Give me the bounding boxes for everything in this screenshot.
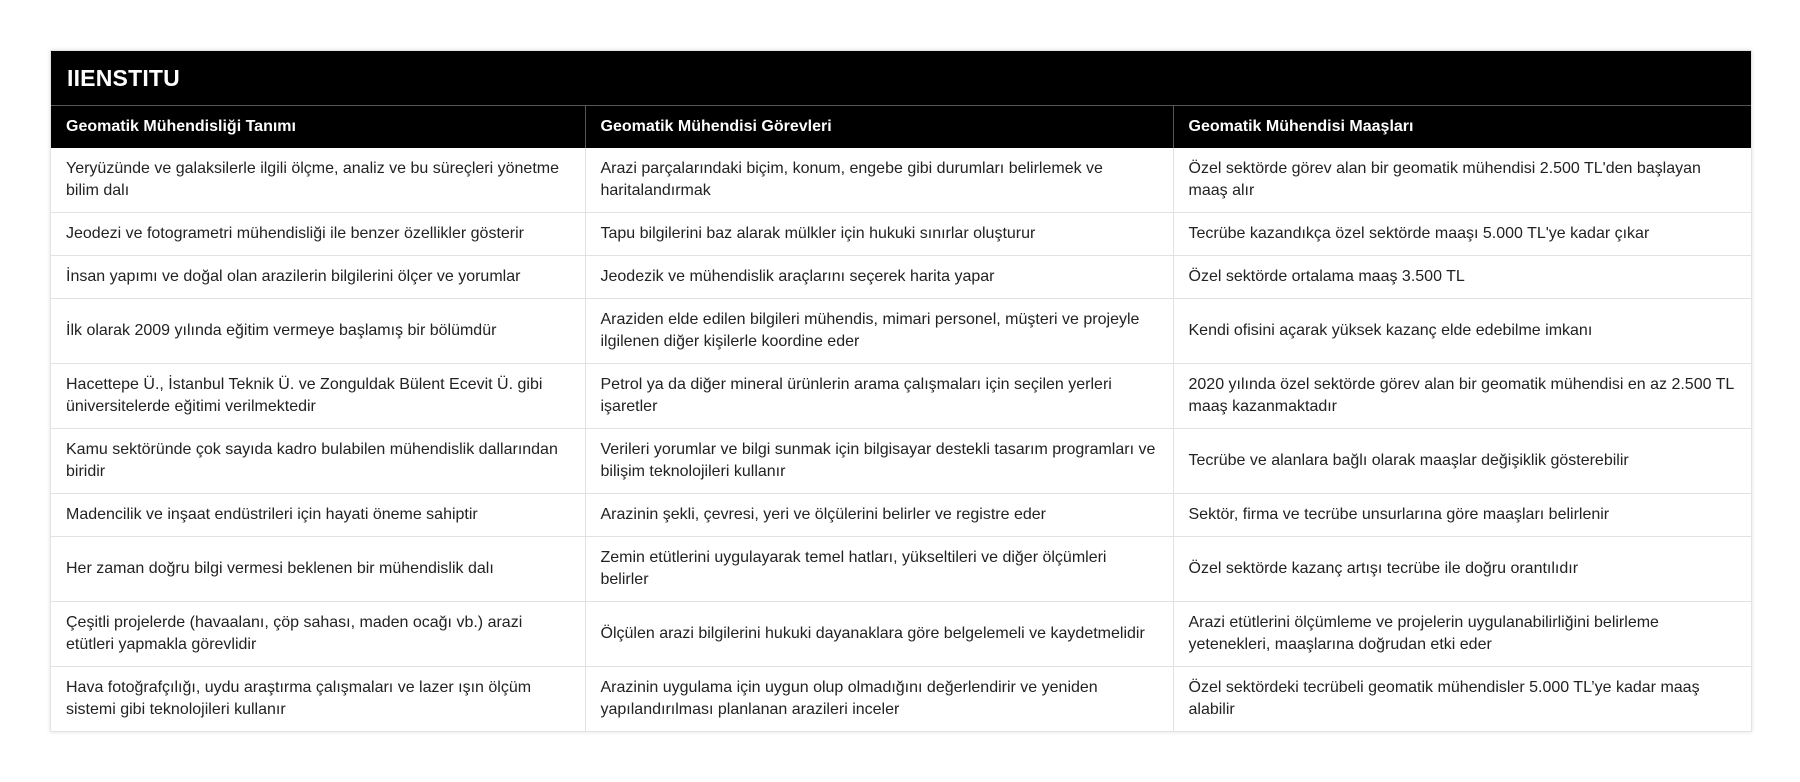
- table-row: [51, 364, 1751, 429]
- table-cell: Özel sektördeki tecrübeli geomatik mühendisler 5.000 TL’ye kadar maaş alabilir: [1188, 679, 1700, 718]
- info-table: [51, 106, 1751, 731]
- column-header-definition: Geomatik Mühendisliği Tanımı: [51, 106, 585, 148]
- table-row: [51, 537, 1751, 602]
- info-table-container: [50, 50, 1752, 732]
- table-cell: Petrol ya da diğer mineral ürünlerin arama çalışmaları için seçilen yerleri işaretler: [585, 364, 1173, 429]
- table-cell: Arazinin uygulama için uygun olup olmadığını değerlendirir ve yeniden yapılandırılması planlanan arazileri inceler: [585, 667, 1173, 732]
- table-cell: İnsan yapımı ve doğal olan arazilerin bilgilerini ölçer ve yorumlar: [51, 256, 585, 299]
- table-cell: Zemin etütlerini uygulayarak temel hatları, yükseltileri ve diğer ölçümleri belirler: [585, 537, 1173, 602]
- table-cell: Yeryüzünde ve galaksilerle ilgili ölçme, analiz ve bu süreçleri yönetme bilim dalı: [51, 148, 585, 213]
- table-cell: Jeodezik ve mühendislik araçlarını seçerek harita yapar: [585, 256, 1173, 299]
- table-row: [51, 667, 1751, 732]
- table-cell: Araziden elde edilen bilgileri mühendis, mimari personel, müşteri ve projeyle ilgilenen diğer kişilerle koordine eder: [585, 299, 1173, 364]
- table-cell: İlk olarak 2009 yılında eğitim vermeye başlamış bir bölümdür: [51, 299, 585, 364]
- table-cell: Ölçülen arazi bilgilerini hukuki dayanaklara göre belgelemeli ve kaydetmelidir: [585, 602, 1173, 667]
- table-cell: 2020 yılında özel sektörde görev alan bir geomatik mühendisi en az 2.500 TL maaş kazanmaktadır: [1173, 364, 1751, 429]
- table-cell: Hacettepe Ü., İstanbul Teknik Ü. ve Zonguldak Bülent Ecevit Ü. gibi üniversitelerde eğitimi verilmektedir: [51, 364, 585, 429]
- column-header-salaries: Geomatik Mühendisi Maaşları: [1173, 106, 1751, 148]
- table-cell: Çeşitli projelerde (havaalanı, çöp sahası, maden ocağı vb.) arazi etütleri yapmakla görevlidir: [51, 602, 585, 667]
- table-cell: Hava fotoğrafçılığı, uydu araştırma çalışmaları ve lazer ışın ölçüm sistemi gibi teknolojileri kullanır: [51, 667, 585, 732]
- table-cell: Madencilik ve inşaat endüstrileri için hayati öneme sahiptir: [51, 494, 585, 537]
- table-cell: Kamu sektöründe çok sayıda kadro bulabilen mühendislik dallarından biridir: [51, 429, 585, 494]
- table-cell: Tapu bilgilerini baz alarak mülkler için hukuki sınırlar oluşturur: [585, 213, 1173, 256]
- table-cell: Özel sektörde kazanç artışı tecrübe ile doğru orantılıdır: [1173, 537, 1751, 602]
- table-row: [51, 256, 1751, 299]
- table-row: [51, 213, 1751, 256]
- table-header-row: [51, 106, 1751, 148]
- table-cell: Verileri yorumlar ve bilgi sunmak için bilgisayar destekli tasarım programları ve bilişim teknolojileri kullanır: [585, 429, 1173, 494]
- table-cell: Kendi ofisini açarak yüksek kazanç elde edebilme imkanı: [1173, 299, 1751, 364]
- table-row: [51, 494, 1751, 537]
- table-row: [51, 602, 1751, 667]
- brand-title: IIENSTITU: [51, 51, 1751, 106]
- table-row: [51, 299, 1751, 364]
- table-cell: Tecrübe ve alanlara bağlı olarak maaşlar değişiklik gösterebilir: [1173, 429, 1751, 494]
- table-cell: Arazi etütlerini ölçümleme ve projelerin uygulanabilirliğini belirleme yetenekleri, maaşlarına doğrudan etki eder: [1173, 602, 1751, 667]
- table-cell: Jeodezi ve fotogrametri mühendisliği ile benzer özellikler gösterir: [51, 213, 585, 256]
- table-row: [51, 429, 1751, 494]
- table-cell: Sektör, firma ve tecrübe unsurlarına göre maaşları belirlenir: [1173, 494, 1751, 537]
- table-cell: Arazi parçalarındaki biçim, konum, engebe gibi durumları belirlemek ve haritalandırmak: [585, 148, 1173, 213]
- table-cell: Her zaman doğru bilgi vermesi beklenen bir mühendislik dalı: [51, 537, 585, 602]
- table-row: [51, 148, 1751, 213]
- table-cell: Tecrübe kazandıkça özel sektörde maaşı 5.000 TL'ye kadar çıkar: [1173, 213, 1751, 256]
- table-cell: Özel sektörde ortalama maaş 3.500 TL: [1173, 256, 1751, 299]
- table-cell: Arazinin şekli, çevresi, yeri ve ölçülerini belirler ve registre eder: [585, 494, 1173, 537]
- table-cell: Özel sektörde görev alan bir geomatik mühendisi 2.500 TL'den başlayan maaş alır: [1173, 148, 1751, 213]
- column-header-duties: Geomatik Mühendisi Görevleri: [585, 106, 1173, 148]
